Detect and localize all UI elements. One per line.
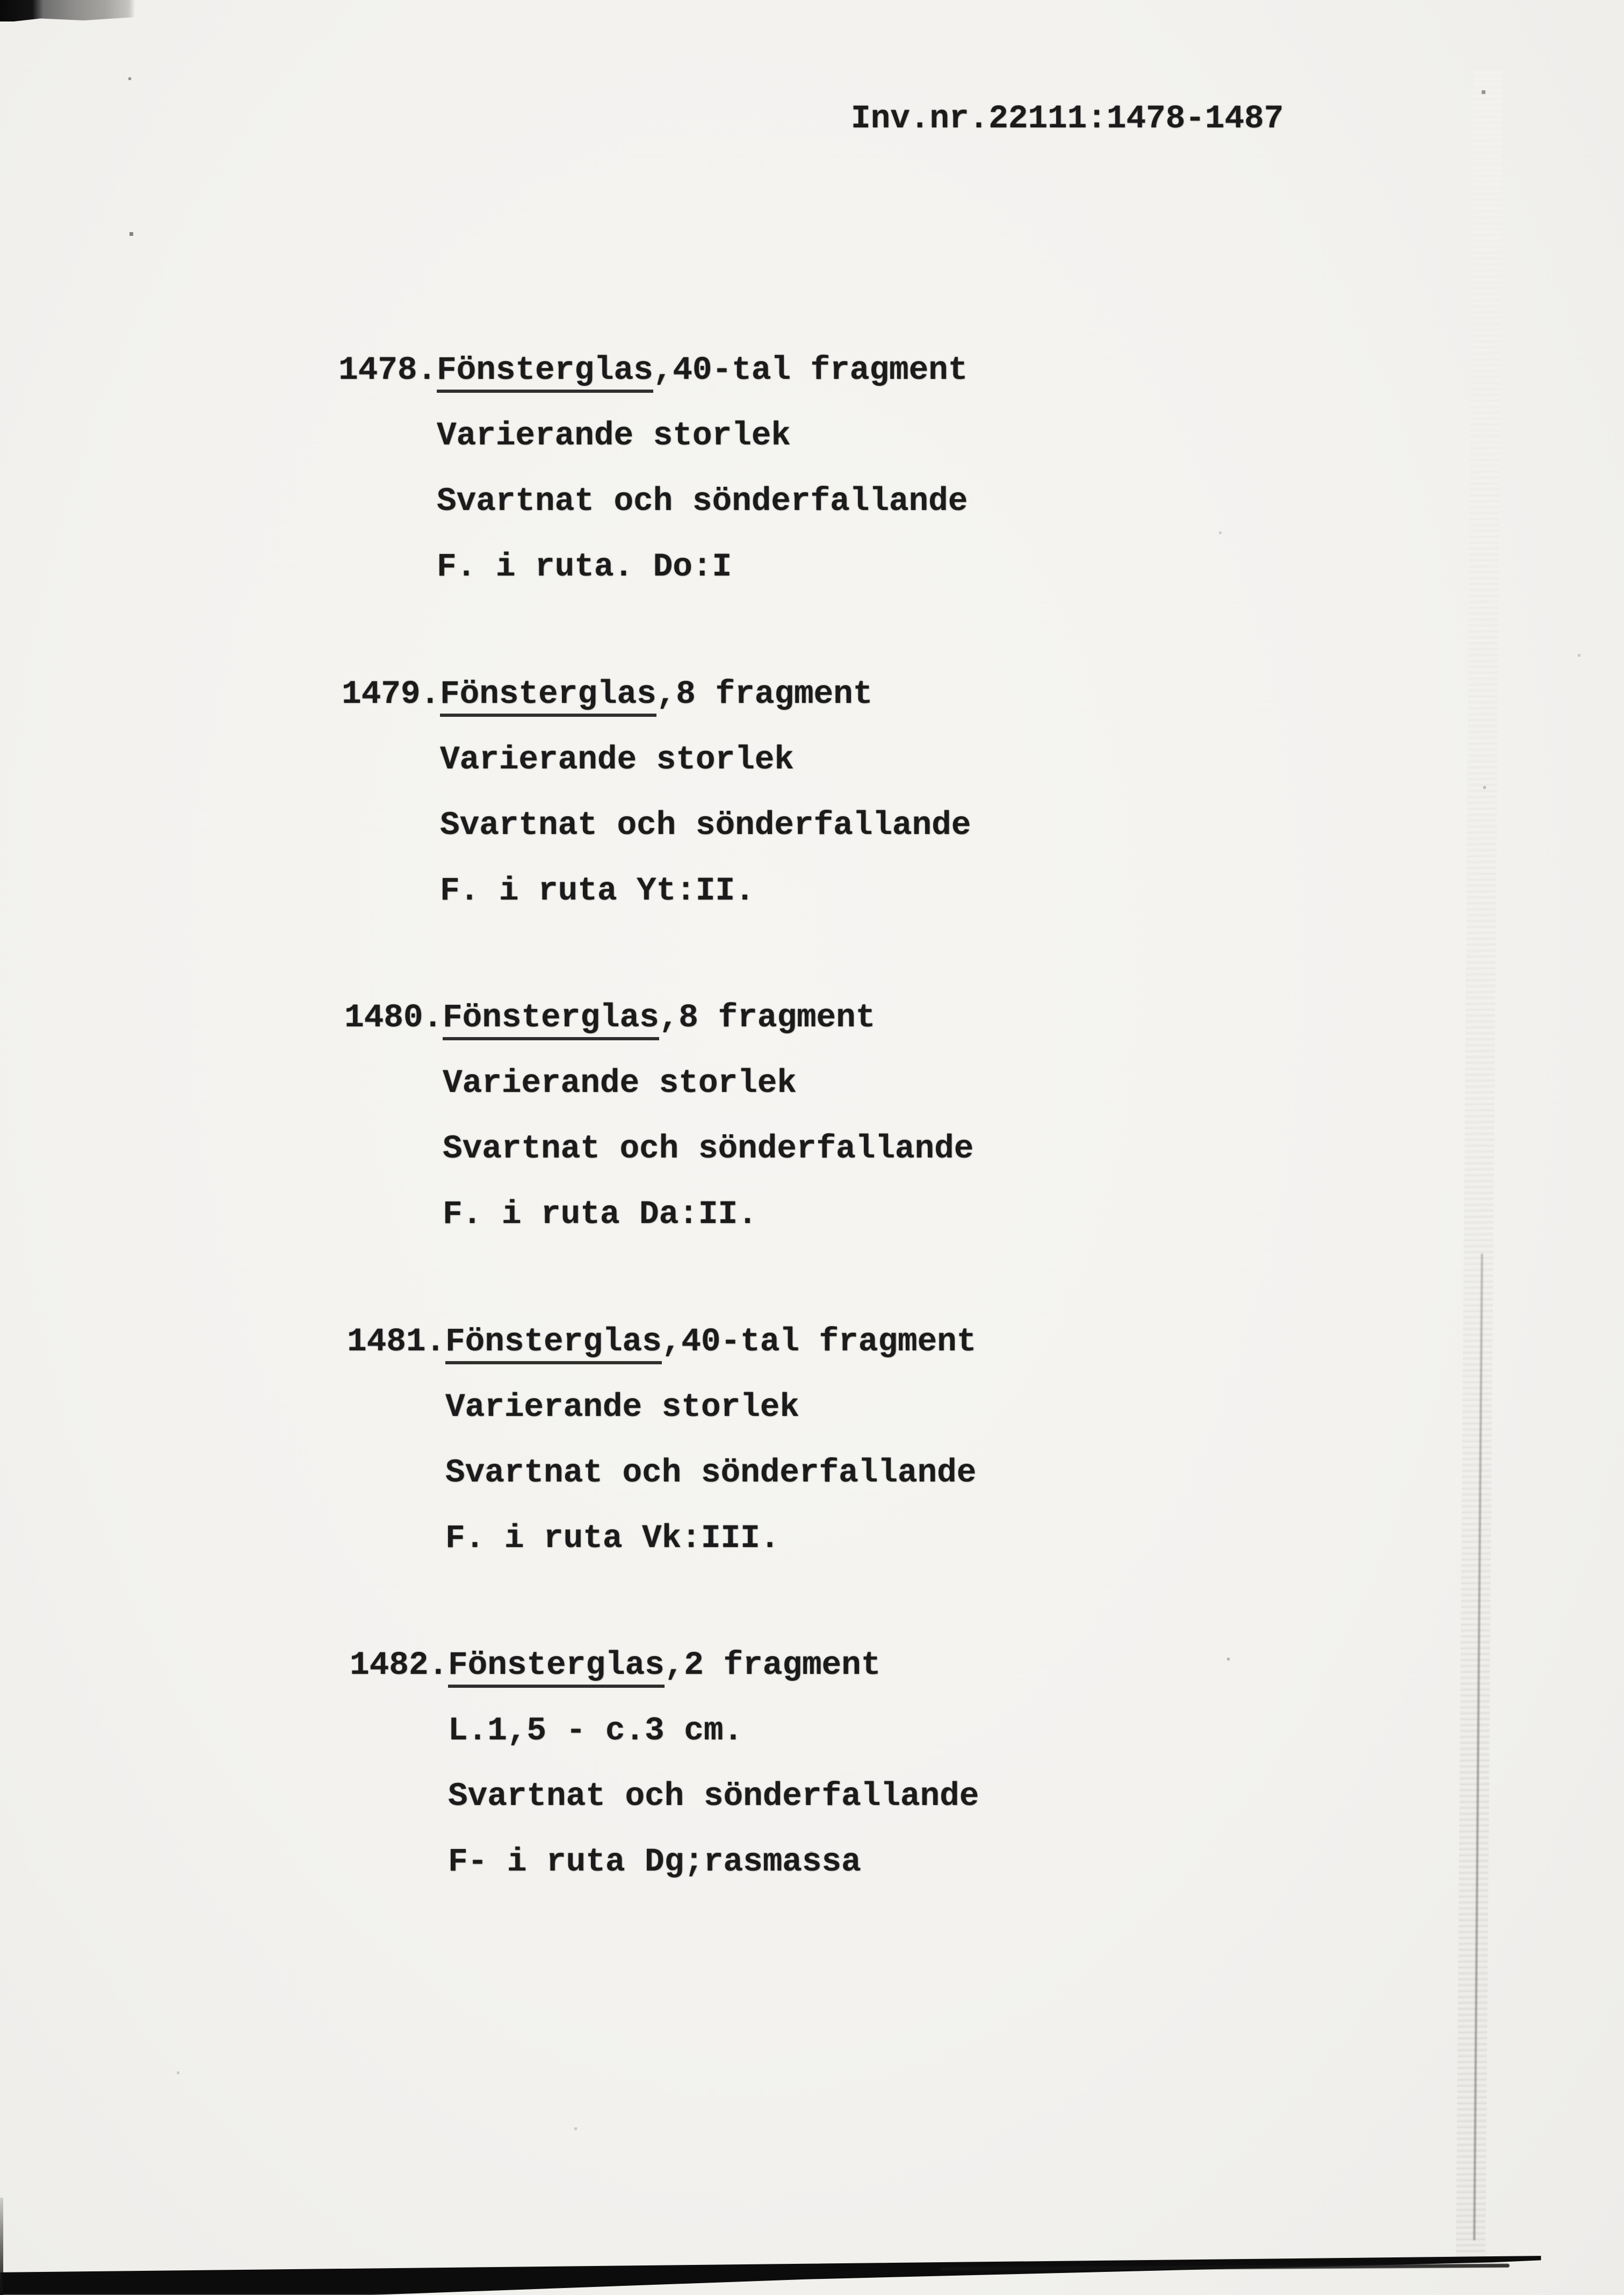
entry-number: 1482. xyxy=(350,1647,449,1684)
entry-size-line: Varierande storlek xyxy=(445,1389,799,1426)
entry-1481 xyxy=(347,1310,976,1572)
entry-quantity: ,40-tal fragment xyxy=(661,1323,977,1361)
entry-number: 1478. xyxy=(338,352,437,389)
entry-1482 xyxy=(350,1633,979,1895)
entry-1479 xyxy=(342,662,971,924)
entry-condition-line: Svartnat och sönderfallande xyxy=(437,483,968,520)
entry-quantity: ,2 fragment xyxy=(664,1647,881,1684)
entry-size-line: Varierande storlek xyxy=(443,1065,797,1102)
entry-heading xyxy=(347,1310,976,1375)
entry-quantity: ,8 fragment xyxy=(656,676,873,713)
entry-findspot-line: F- i ruta Dg;rasmassa xyxy=(448,1844,861,1881)
entry-1478 xyxy=(338,338,968,600)
entry-size-line: Varierande storlek xyxy=(440,742,794,779)
entry-title: Fönsterglas xyxy=(440,676,656,717)
entry-heading xyxy=(338,338,968,404)
entry-heading xyxy=(350,1633,979,1699)
scan-corner-artifact xyxy=(0,0,135,21)
entry-title: Fönsterglas xyxy=(448,1647,665,1688)
entry-heading xyxy=(344,985,973,1051)
entry-title: Fönsterglas xyxy=(443,999,659,1040)
entry-size-line: L.1,5 - c.3 cm. xyxy=(448,1713,744,1750)
entry-findspot-line: F. i ruta Da:II. xyxy=(443,1196,757,1233)
entry-size-line: Varierande storlek xyxy=(437,418,791,455)
scan-bottom-edge-artifact xyxy=(0,2251,1547,2295)
entry-number: 1481. xyxy=(347,1323,446,1361)
entry-condition-line: Svartnat och sönderfallande xyxy=(440,807,971,844)
entry-condition-line: Svartnat och sönderfallande xyxy=(445,1455,977,1492)
entry-quantity: ,40-tal fragment xyxy=(653,352,968,389)
entry-quantity: ,8 fragment xyxy=(659,999,876,1037)
entry-condition-line: Svartnat och sönderfallande xyxy=(443,1131,974,1168)
entry-findspot-line: F. i ruta Vk:III. xyxy=(445,1520,780,1557)
entry-number: 1479. xyxy=(342,676,441,713)
entry-findspot-line: F. i ruta Yt:II. xyxy=(440,873,755,910)
inventory-number-header: Inv.nr.22111:1478-1487 xyxy=(851,100,1284,138)
entry-1480 xyxy=(344,985,973,1248)
entry-heading xyxy=(342,662,971,728)
scan-left-edge-artifact xyxy=(0,2198,3,2295)
entry-number: 1480. xyxy=(344,999,443,1037)
entry-title: Fönsterglas xyxy=(437,352,653,393)
page-binding-edge-shadow xyxy=(1456,70,1503,2262)
paper-speckles xyxy=(0,0,2,2)
entry-condition-line: Svartnat och sönderfallande xyxy=(448,1778,979,1815)
entry-title: Fönsterglas xyxy=(445,1323,662,1364)
entry-findspot-line: F. i ruta. Do:I xyxy=(437,549,732,586)
